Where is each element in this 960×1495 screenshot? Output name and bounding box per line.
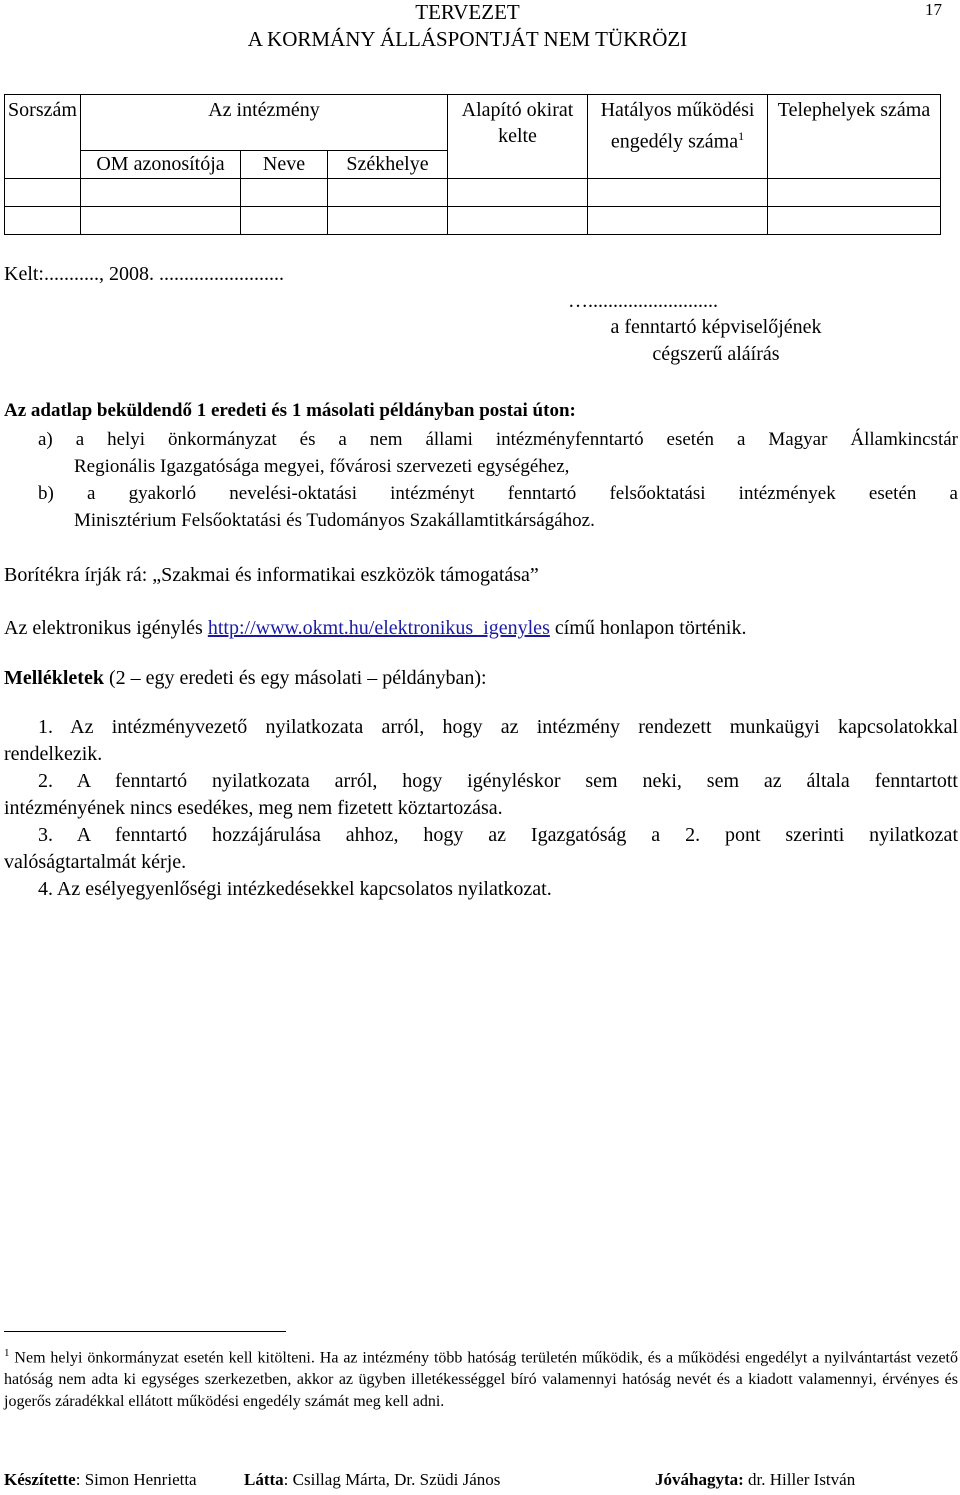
mailing-heading: Az adatlap beküldendő 1 eredeti és 1 másolati példányban postai úton: [4, 400, 576, 421]
footer-seen-label: Látta [244, 1470, 284, 1489]
signature-label-2: cégszerű aláírás [652, 343, 780, 365]
signature-dots: ….......................... [568, 290, 718, 312]
col-header-hatalyos-text: Hatályos működési engedély száma [600, 99, 755, 153]
footer-seen-name: : Csillag Márta, Dr. Szüdi János [283, 1470, 501, 1489]
attachment-item-2: 2. A fenntartó nyilatkozata arról, hogy igényléskor sem neki, sem az általa fenntartott [38, 770, 958, 792]
col-header-telephelyek: Telephelyek száma [768, 95, 941, 179]
attachment-item-1-cont: rendelkezik. [4, 743, 103, 765]
col-header-sorszam: Sorszám [5, 95, 81, 179]
signature-label-1: a fenntartó képviselőjének [610, 316, 822, 338]
electronic-request [4, 615, 958, 642]
institution-table [4, 94, 941, 235]
footer-approved-name: dr. Hiller István [743, 1470, 856, 1489]
attachment-item-2-cont: intézményének nincs esedékes, meg nem fizetett köztartozása. [4, 797, 503, 819]
sub-header-om: OM azonosítója [81, 151, 241, 179]
footer-approved [655, 1470, 855, 1490]
footer-prepared [4, 1470, 197, 1490]
footnote [4, 1342, 958, 1413]
disclaimer-title: A KORMÁNY ÁLLÁSPONTJÁT NEM TÜKRÖZI [247, 27, 688, 51]
attachment-item-3: 3. A fenntartó hozzájárulása ahhoz, hogy az Igazgatóság a 2. pont szerinti nyilatkozat [38, 824, 958, 846]
sub-header-szekhely: Székhelye [328, 151, 448, 179]
table-row [5, 207, 941, 235]
mailing-option-b: b) a gyakorló nevelési-oktatási intézményt fenntartó felsőoktatási intézmények esetén a [38, 483, 958, 504]
table-row [5, 179, 941, 207]
footer-prepared-label: Készítette [4, 1470, 76, 1489]
attachments-heading-bold: Mellékletek [4, 667, 104, 689]
footnote-divider [4, 1331, 286, 1332]
footer-approved-label: Jóváhagyta: [655, 1470, 744, 1489]
attachments-heading-rest: (2 – egy eredeti és egy másolati – példányban): [103, 667, 487, 689]
footnote-marker: 1 [4, 1347, 10, 1359]
date-line: Kelt:..........., 2008. ......................... [4, 263, 284, 285]
footer-seen [244, 1470, 500, 1490]
attachment-item-1: 1. Az intézményvezető nyilatkozata arról, hogy az intézmény rendezett munkaügyi kapcsolatokkal [38, 716, 958, 738]
electronic-prefix: Az elektronikus igénylés [4, 617, 203, 639]
footnote-text: Nem helyi önkormányzat esetén kell kitölteni. Ha az intézmény több hatóság területén működik, és a működési engedélyt a nyilvántartást vezető hatóság nem adta ki egységes szerkezetben, akkor az ügyben illetékességgel bíró valamennyi hatóság nevét és a kiadott valamennyi, érvényes és jogerős záradékkal ellátott működési engedély számát meg kell adni. [4, 1349, 958, 1411]
mailing-option-a: a) a helyi önkormányzat és a nem állami intézményfenntartó esetén a Magyar Államkincstár [38, 429, 958, 450]
draft-title: TERVEZET [415, 0, 520, 24]
electronic-link[interactable]: http://www.okmt.hu/elektronikus_igenyles [207, 617, 550, 639]
sub-header-neve: Neve [241, 151, 328, 179]
mailing-option-a-cont: Regionális Igazgatósága megyei, fővárosi szervezeti egységéhez, [74, 456, 570, 477]
attachment-item-4: 4. Az esélyegyenlőségi intézkedésekkel kapcsolatos nyilatkozat. [38, 878, 552, 900]
col-header-hatalyos [588, 95, 768, 179]
col-header-intezmeny: Az intézmény [81, 95, 448, 151]
footer-prepared-name: : Simon Henrietta [75, 1470, 197, 1489]
page-number: 17 [925, 0, 942, 19]
electronic-suffix: című honlapon történik. [554, 617, 747, 639]
envelope-note: Borítékra írják rá: „Szakmai és informatikai eszközök támogatása” [4, 564, 539, 586]
mailing-option-b-cont: Minisztérium Felsőoktatási és Tudományos Szakállamtitkárságához. [74, 510, 595, 531]
attachments-heading [4, 665, 958, 692]
footnote-ref: 1 [738, 129, 745, 143]
attachment-item-3-cont: valóságtartalmát kérje. [4, 851, 187, 873]
col-header-alapito: Alapító okirat kelte [448, 95, 588, 179]
